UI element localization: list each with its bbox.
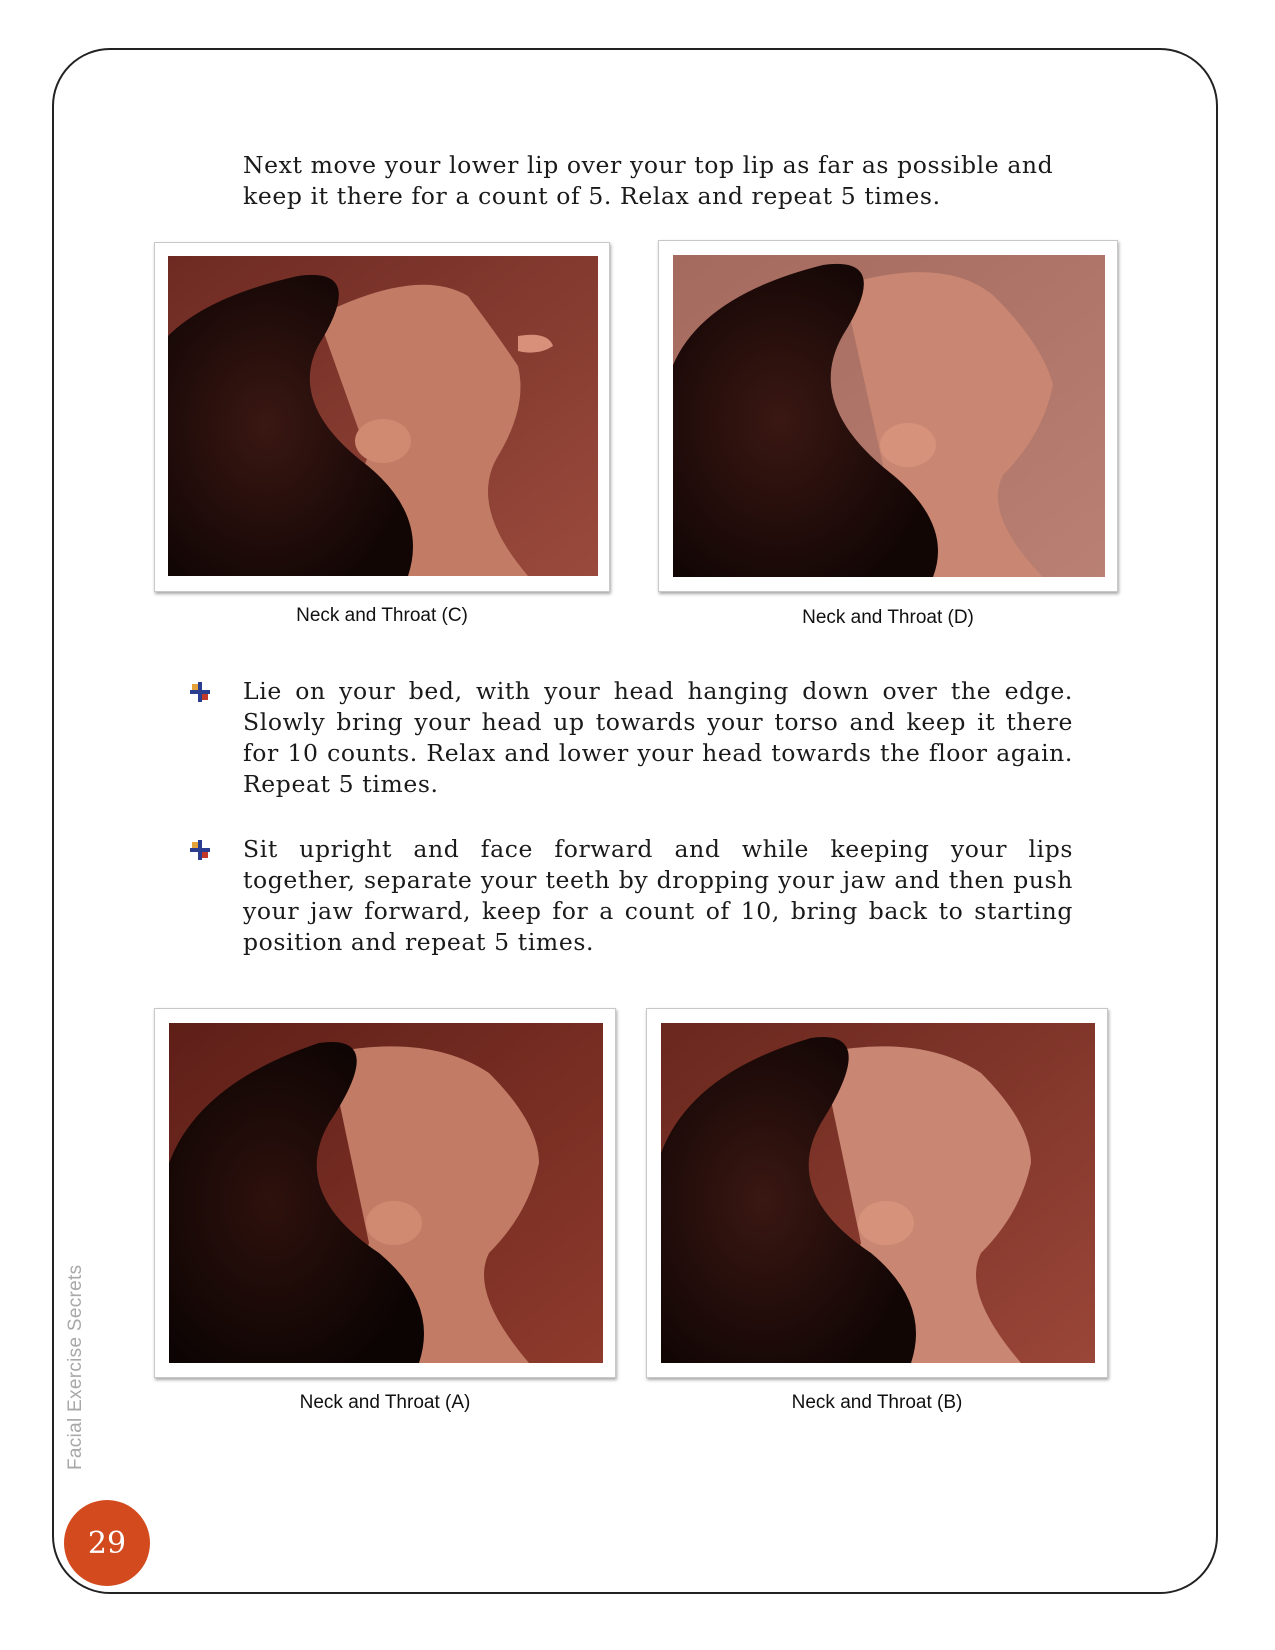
intro-paragraph: Next move your lower lip over your top lip as far as possible and keep it there for a count of 5. Relax and repeat 5 times. <box>243 151 1054 210</box>
portrait-image <box>673 255 1105 577</box>
photo-neck-throat-a <box>154 1008 616 1378</box>
portrait-image <box>169 1023 603 1363</box>
photo-caption: Neck and Throat (A) <box>299 1392 471 1413</box>
bullet-cross-icon <box>188 680 212 704</box>
photo-caption: Neck and Throat (B) <box>791 1392 963 1413</box>
photo-neck-throat-b <box>646 1008 1108 1378</box>
bullet-cross-icon <box>188 838 212 862</box>
bullet-paragraph: Lie on your bed, with your head hanging down over the edge. Slowly bring your head up towards your torso and keep it there for 10 counts. Relax and lower your head towards the floor again. Repeat 5 times. <box>243 677 1073 798</box>
page-number-badge <box>64 1500 150 1586</box>
portrait-image <box>661 1023 1095 1363</box>
photo-caption: Neck and Throat (D) <box>802 607 974 628</box>
book-title-vertical: Facial Exercise Secrets <box>65 1264 86 1470</box>
photo-neck-throat-d <box>658 240 1118 592</box>
photo-neck-throat-c <box>154 242 610 592</box>
bullet-paragraph: Sit upright and face forward and while keeping your lips together, separate your teeth by dropping your jaw and then push your jaw forward, keep for a count of 10, bring back to starting position and repeat 5 times. <box>243 835 1073 956</box>
page-number: 29 <box>87 1525 127 1561</box>
photo-caption: Neck and Throat (C) <box>296 605 468 626</box>
portrait-image <box>168 256 598 576</box>
